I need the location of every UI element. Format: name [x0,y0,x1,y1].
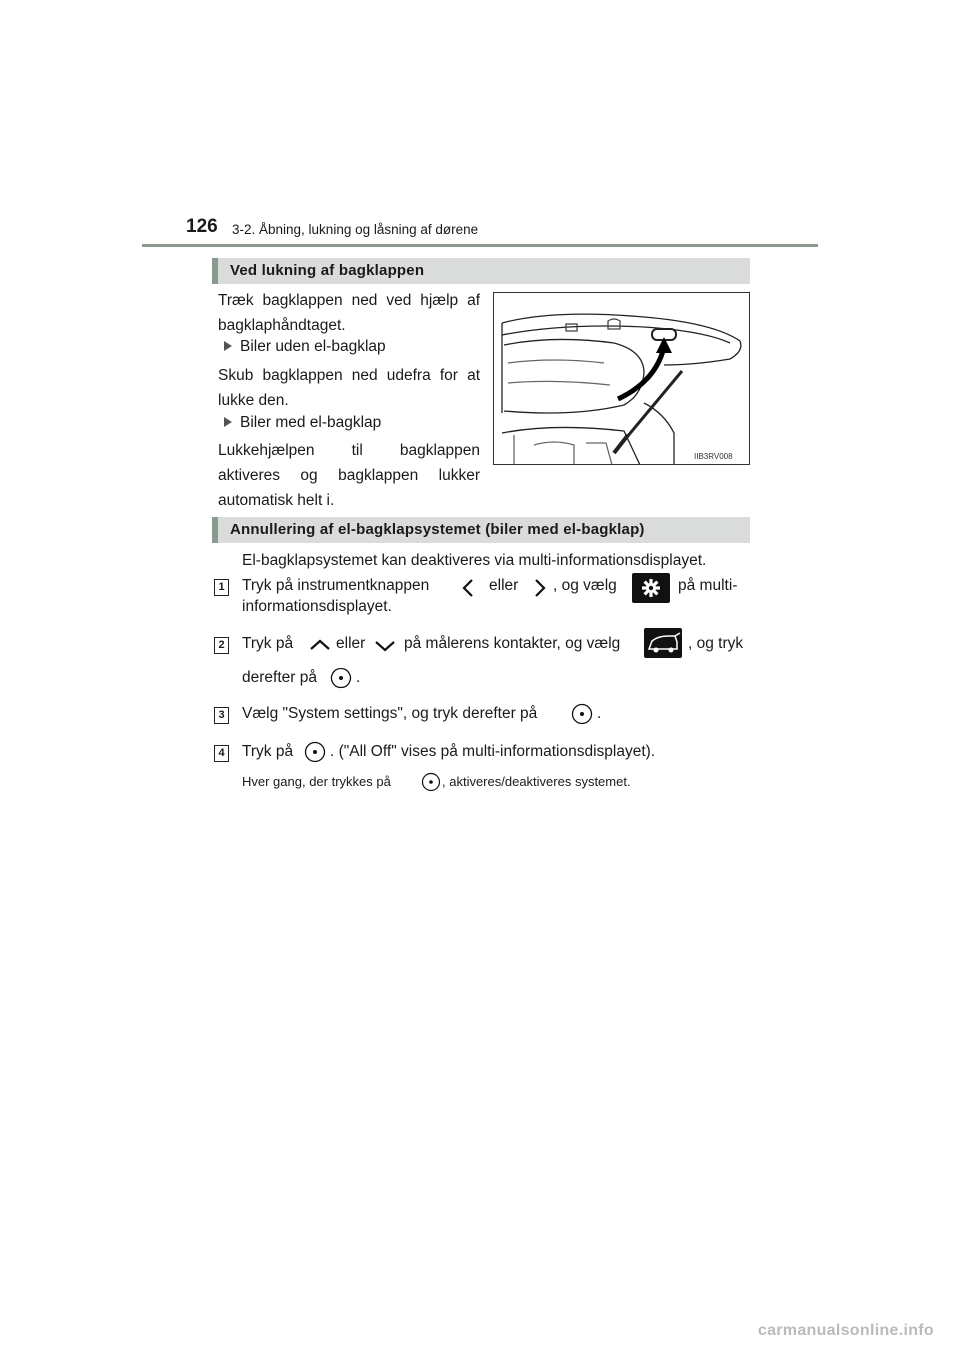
bullet-no-power-tailgate [224,338,386,356]
step-3-text-b: . [597,705,602,722]
closer-assist-paragraph: Lukkehjælpen til bagklappen aktiveres og bagklappen lukker automatisk helt i. [218,442,480,509]
chevron-up-icon [309,638,331,652]
bullet-triangle-icon [224,417,232,427]
note-text-b: , aktiveres/deaktiveres systemet. [442,774,631,789]
step-2-text-c: på målerens kontakter, og vælg [404,635,621,652]
step-1-text-a: Tryk på instrumentknappen [242,577,430,594]
bullet-triangle-icon [224,341,232,351]
section-title: Annullering af el-bagklapsystemet (biler med el-bagklap) [230,521,645,538]
vehicle-tailgate-icon [644,628,682,658]
settings-gear-icon [632,573,670,603]
figure-code: IIB3RV008 [694,452,733,461]
tailgate-drawing [494,293,750,465]
header-rule [142,244,818,247]
step-number-3: 3 [214,707,229,724]
chevron-left-icon [462,578,474,598]
bullet-label: Biler uden el-bagklap [240,338,386,355]
manual-close-paragraph: Skub bagklappen ned udefra for at lukke den. [218,367,480,409]
running-title: 3-2. Åbning, lukning og låsning af dørene [232,222,479,237]
step-1-text-c: , og vælg [553,577,617,594]
step-2-text-f: . [356,669,361,686]
ok-button-icon [421,772,441,792]
cancel-intro: El-bagklapsystemet kan deaktiveres via multi-informationsdisplayet. [242,552,707,569]
step-number-4: 4 [214,745,229,762]
section-title: Ved lukning af bagklappen [230,262,425,279]
step-1-text-d: på multi- [678,577,738,594]
step-1-text-e: informationsdisplayet. [242,598,392,615]
step-4-text-a: Tryk på [242,743,294,760]
watermark: carmanualsonline.info [757,1322,934,1339]
step-number-2: 2 [214,637,229,654]
step-4-text-b: . ("All Off" vises på multi-informationsdisplayet). [330,743,656,760]
bullet-power-tailgate [224,414,381,432]
step-2-text-b: eller [336,635,366,652]
ok-button-icon [571,703,593,725]
ok-button-icon [330,667,352,689]
intro-paragraph: Træk bagklappen ned ved hjælp af bagklaphåndtaget. [218,292,480,334]
step-number-1: 1 [214,579,229,596]
step-2-text-d: , og tryk [688,635,744,652]
section-heading-closing [212,258,750,284]
bullet-label: Biler med el-bagklap [240,414,382,431]
ok-button-icon [304,741,326,763]
chevron-right-icon [534,578,546,598]
step-1-text-b: eller [489,577,519,594]
tailgate-illustration [493,292,750,465]
page-number: 126 [186,216,218,237]
chevron-down-icon [374,639,396,653]
note-text-a: Hver gang, der trykkes på [242,774,391,789]
step-2-text-a: Tryk på [242,635,294,652]
section-heading-cancel [212,517,750,543]
step-2-text-e: derefter på [242,669,317,686]
step-3-text-a: Vælg "System settings", og tryk derefter på [242,705,538,722]
